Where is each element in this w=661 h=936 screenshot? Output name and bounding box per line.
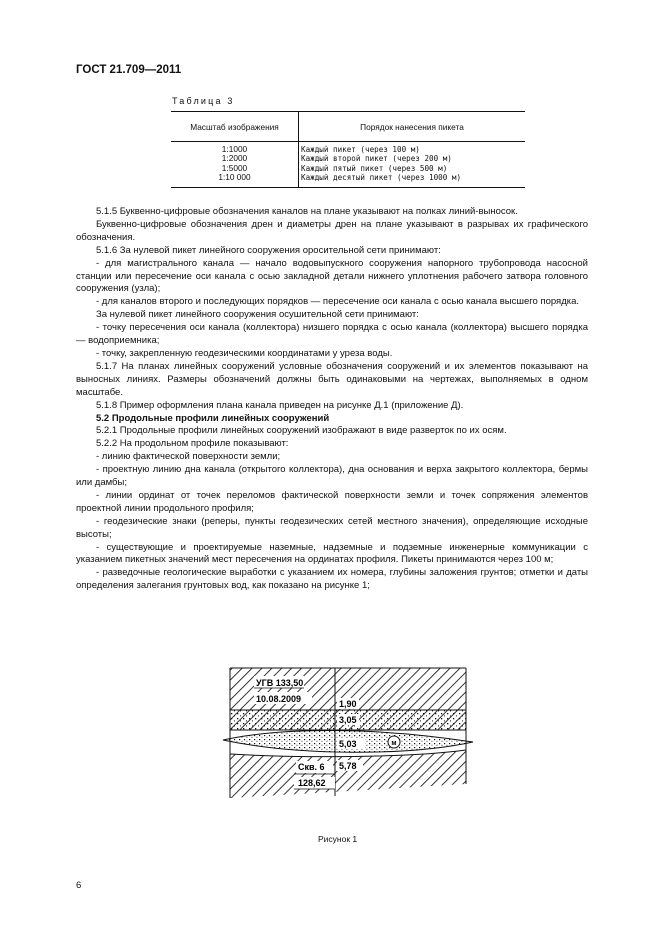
paragraph-5-1-7: 5.1.7 На планах линейных сооружений условные обозначения сооружений и их элементов показывают на выносных линиях. Размеры обозначений должны быть одинаковыми на чертежах, выполняемых в одном масштабе. — [76, 360, 588, 398]
document-header: ГОСТ 21.709—2011 — [76, 64, 182, 76]
well-label: Скв. 6 — [298, 762, 325, 772]
table-3 — [171, 111, 525, 188]
table-col-header-scale: Масштаб изображения — [171, 112, 299, 142]
depth-label-2: 3,05 — [339, 715, 357, 725]
figure-caption: Рисунок 1 — [318, 834, 358, 844]
list-item: - для каналов второго и последующих порядков — пересечение оси канала с осью канала высшего порядка. — [96, 296, 580, 308]
table-cell-scales — [171, 142, 299, 188]
scale-value: 1:10 000 — [218, 172, 251, 183]
groundwater-marker-letter: м — [391, 740, 397, 747]
list-item: - существующие и проектируемые наземные, надземные и подземные инженерные коммуникации с указанием пикетных значений мест пересечения на ординатах профиля. Пикеты принимаются через 100 м; — [76, 541, 588, 566]
paragraph-5-1-8: 5.1.8 Пример оформления плана канала приведен на рисунке Д.1 (приложение Д). — [96, 399, 464, 411]
list-item: - точку, закрепленную геодезическими координатами у уреза воды. — [96, 347, 393, 359]
depth-label-1: 1,90 — [339, 699, 357, 709]
paragraph-5-2-1: 5.2.1 Продольные профили линейных сооружений изображают в виде разверток по их осям. — [96, 425, 507, 437]
list-item: - разведочные геологические выработки с указанием их номера, глубины заложения грунтов; отметки и даты определения залегания грунтовых вод, как показано на рисунке 1; — [76, 567, 588, 592]
list-item: - проектную линию дна канала (открытого коллектора), дна основания и верха закрытого коллектора, бермы или дамбы; — [76, 464, 588, 489]
table-col-header-order: Порядок нанесения пикета — [299, 112, 526, 142]
ugv-label: УГВ 133,50 — [256, 678, 304, 688]
scale-value: 1:2000 — [221, 153, 248, 164]
paragraph: Буквенно-цифровые обозначения дрен и диаметры дрен на плане указывают в разрывах их графического обозначения. — [76, 218, 588, 243]
body-text — [76, 206, 588, 593]
order-value: Каждый второй пикет (через 200 м) — [301, 154, 452, 164]
order-value: Каждый пятый пикет (через 500 м) — [301, 163, 448, 173]
list-item: - геодезические знаки (реперы, пункты геодезических сетей местного значения), определяющие исходные высоты; — [76, 515, 588, 540]
order-value: Каждый десятый пикет (через 1000 м) — [301, 173, 462, 183]
ugv-date: 10.08.2009 — [256, 694, 302, 704]
paragraph-5-1-5: 5.1.5 Буквенно-цифровые обозначения каналов на плане указывают на полках линий-выносок. — [96, 206, 518, 217]
list-item: - точку пересечения оси канала (коллектора) низшего порядка с осью канала (коллектора) высшего порядка — водоприемника; — [76, 322, 588, 347]
table-row — [171, 142, 525, 188]
depth-label-3: 5,03 — [339, 739, 357, 749]
list-item: - для магистрального канала — начало водовыпускного сооружения напорного трубопровода насосной станции или пересечение оси канала с осью закладной детали нижнего уплотнения рабочего затвора головного сооружения (узла); — [76, 257, 588, 295]
order-value: Каждый пикет (через 100 м) — [301, 145, 420, 154]
well-elevation: 128,62 — [298, 778, 326, 788]
paragraph: За нулевой пикет линейного сооружения осушительной сети принимают: — [96, 309, 419, 321]
list-item: - линию фактической поверхности земли; — [96, 451, 281, 463]
geological-profile-drawing — [218, 662, 478, 800]
scale-value: 1:1000 — [221, 144, 248, 154]
paragraph-5-1-6: 5.1.6 За нулевой пикет линейного сооружения оросительной сети принимают: — [96, 244, 441, 256]
soil-layer-clay — [230, 750, 466, 798]
page-number: 6 — [76, 880, 82, 891]
depth-label-4: 5,78 — [339, 761, 357, 771]
scale-value: 1:5000 — [221, 162, 248, 173]
figure-1 — [218, 662, 478, 805]
table-cell-orders — [299, 142, 526, 188]
table-header-row — [171, 112, 525, 142]
table-caption: Таблица 3 — [172, 96, 235, 106]
paragraph-5-2-2: 5.2.2 На продольном профиле показывают: — [96, 438, 289, 450]
section-heading-5-2: 5.2 Продольные профили линейных сооружений — [96, 412, 330, 424]
list-item: - линии ординат от точек переломов фактической поверхности земли и точек сопряжения элементов проектной линии продольного профиля; — [76, 489, 588, 514]
